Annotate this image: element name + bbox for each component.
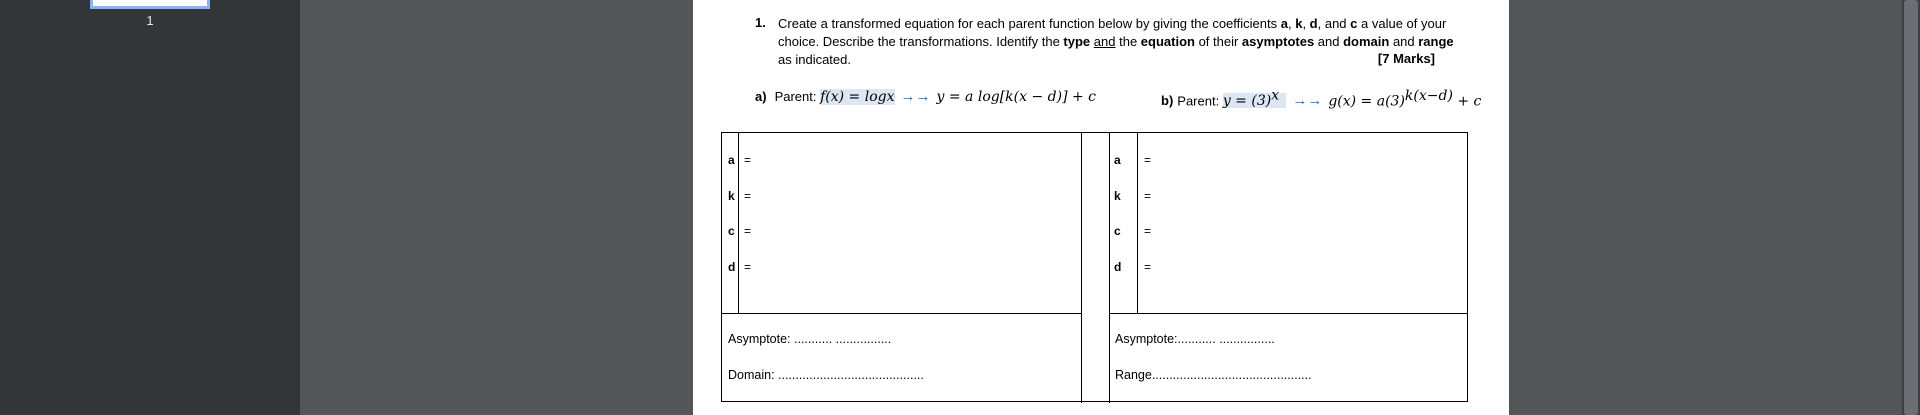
parent-equation-a: f(x) = logx — [820, 89, 895, 105]
parent-label: Parent: — [774, 89, 821, 104]
range-b-field[interactable]: Range.............................................. — [1115, 368, 1312, 382]
coef-c-input[interactable]: = — [744, 224, 752, 238]
coef-a-input[interactable]: = — [1144, 153, 1152, 167]
coef-d-label: d — [1114, 260, 1122, 274]
coef-a-input[interactable]: = — [744, 153, 752, 167]
coef-a-label: a — [728, 153, 735, 167]
parent-exponent-b: x — [1271, 88, 1280, 104]
page-thumbnail[interactable] — [90, 0, 210, 9]
parent-label: Parent: — [1177, 93, 1223, 109]
vertical-scrollbar[interactable] — [1902, 0, 1920, 415]
scrollbar-thumb[interactable] — [1904, 0, 1918, 415]
coef-c-input[interactable]: = — [1144, 224, 1152, 238]
coef-c-label: c — [728, 224, 735, 238]
part-a-label: a) — [755, 89, 767, 104]
transformed-equation-b: g(x) = a(3) — [1328, 93, 1405, 110]
arrow-icon: →→ — [1292, 92, 1323, 110]
coef-k-input[interactable]: = — [1144, 189, 1152, 203]
part-b-label: b) — [1161, 93, 1174, 109]
asymptote-b-field[interactable]: Asymptote:........... ................ — [1115, 332, 1275, 346]
page-thumbnail-label: 1 — [146, 13, 154, 28]
marks-label: [7 Marks] — [1377, 51, 1435, 66]
arrow-icon: →→ — [900, 88, 931, 105]
coef-c-label: c — [1114, 224, 1121, 238]
coef-k-label: k — [728, 189, 735, 203]
document-page — [693, 0, 1509, 415]
coef-k-label: k — [1114, 189, 1121, 203]
coef-d-input[interactable]: = — [744, 260, 752, 274]
question-text: Create a transformed equation for each parent function below by giving the coefficients a, k, d, and c a value of your choice. Describe the transformations. Identify the type and the equation of their asymptotes and domain and range as indicated. — [778, 16, 1454, 67]
transformed-equation-a: y = a log[k(x − d)] + c — [936, 89, 1096, 105]
coef-k-input[interactable]: = — [744, 189, 752, 203]
coef-d-label: d — [728, 260, 736, 274]
question-number: 1. — [755, 15, 766, 30]
domain-a-field[interactable]: Domain: .......................................... — [728, 368, 924, 382]
asymptote-a-field[interactable]: Asymptote: ........... ................ — [728, 332, 892, 346]
part-a-header — [755, 88, 1096, 105]
part-b-header: b) Parent: $y = (3)^x \to\to g(x) = a(3)^{k(x-d)} + c$ — [1161, 88, 1482, 110]
coef-a-label: a — [1114, 153, 1121, 167]
thumbnail-sidebar — [0, 0, 300, 415]
parent-equation-b: y = (3) — [1222, 93, 1272, 110]
answer-table — [721, 132, 1468, 402]
coef-d-input[interactable]: = — [1144, 260, 1152, 274]
transformed-exponent-b: k(x−d) — [1404, 88, 1453, 104]
